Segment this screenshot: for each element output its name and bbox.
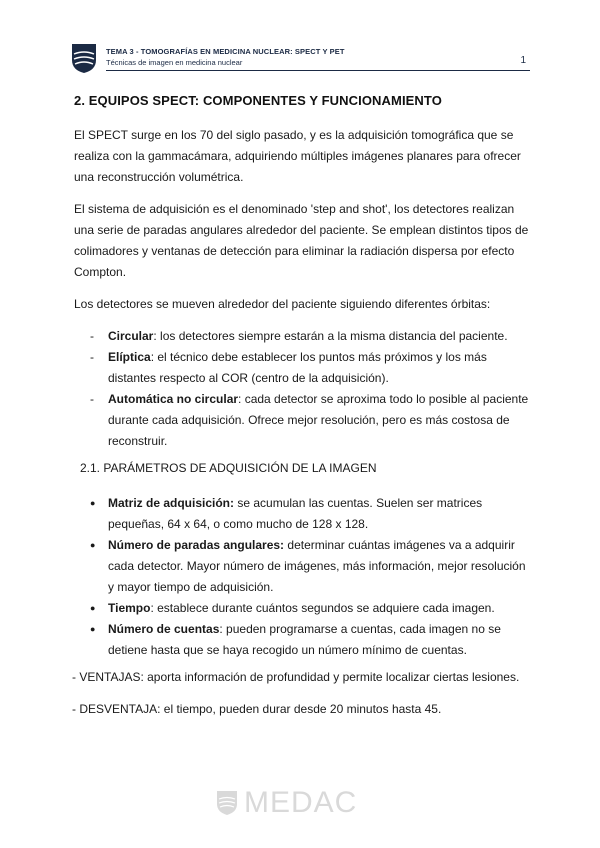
list-item-text: : pueden programarse a cuentas, cada imagen no se detiene hasta que se haya recogido un número mínimo de cuentas. [108, 622, 501, 657]
list-item [90, 326, 534, 347]
list-item [90, 535, 534, 598]
list-item-text: : cada detector se aproxima todo lo posible al paciente durante cada adquisición. Ofrece mejor resolución, pero es más costosa de reconstruir. [108, 392, 529, 448]
list-item-text: : establece durante cuántos segundos se adquiere cada imagen. [150, 601, 495, 615]
advantages-line: - VENTAJAS: aporta información de profundidad y permite localizar ciertas lesiones. [72, 670, 520, 684]
watermark-text: MEDAC [244, 786, 358, 819]
header-title: TEMA 3 - TOMOGRAFÍAS EN MEDICINA NUCLEAR: SPECT Y PET [106, 47, 345, 56]
paragraph: El SPECT surge en los 70 del siglo pasado, y es la adquisición tomográfica que se realiza con la gammacámara, adquiriendo múltiples imágenes planares para ofrecer una reconstrucción volumétrica. [74, 128, 521, 184]
list-item [90, 493, 534, 535]
list-item-term: Elíptica [108, 350, 151, 364]
medac-shield-icon [216, 790, 238, 816]
list-item-term: Número de paradas angulares: [108, 538, 285, 552]
header-divider [106, 70, 530, 71]
page-header [70, 42, 530, 78]
params-list [74, 493, 534, 661]
list-item-text: : los detectores siempre estarán a la misma distancia del paciente. [153, 329, 508, 343]
list-item-text: : el técnico debe establecer los puntos más próximos y los más distantes respecto al COR (centro de la adquisición). [108, 350, 487, 385]
paragraph: El sistema de adquisición es el denominado 'step and shot', los detectores realizan una serie de paradas angulares alrededor del paciente. Se emplean distintos tipos de colimadores y ventanas de detección para eliminar la radiación dispersa por efecto Compton. [74, 202, 529, 279]
list-item-term: Tiempo [108, 601, 151, 615]
list-item [90, 619, 534, 661]
list-item [90, 598, 534, 619]
list-item-term: Matriz de adquisición: [108, 496, 235, 510]
document-body [74, 90, 534, 731]
header-subtitle: Técnicas de imagen en medicina nuclear [106, 58, 243, 67]
list-item-term: Circular [108, 329, 154, 343]
disadvantage-line: - DESVENTAJA: el tiempo, pueden durar desde 20 minutos hasta 45. [72, 702, 442, 716]
list-item [90, 389, 534, 452]
list-item-term: Número de cuentas [108, 622, 220, 636]
page-number: 1 [520, 55, 526, 66]
orbits-list [74, 326, 534, 452]
subsection-heading: 2.1. PARÁMETROS DE ADQUISICIÓN DE LA IMAGEN [80, 461, 377, 475]
list-item [90, 347, 534, 389]
medac-logo-icon [70, 42, 98, 74]
list-item-term: Automática no circular [108, 392, 239, 406]
paragraph: Los detectores se mueven alrededor del paciente siguiendo diferentes órbitas: [74, 297, 491, 311]
section-heading: 2. EQUIPOS SPECT: COMPONENTES Y FUNCIONAMIENTO [74, 93, 442, 108]
list-item-text: determinar cuántas imágenes va a adquirir cada detector. Mayor número de imágenes, más información, mejor resolución y mayor tiempo de adquisición. [108, 538, 526, 594]
watermark [216, 784, 386, 824]
list-item-text: se acumulan las cuentas. Suelen ser matrices pequeñas, 64 x 64, o como mucho de 128 x 128. [108, 496, 483, 531]
